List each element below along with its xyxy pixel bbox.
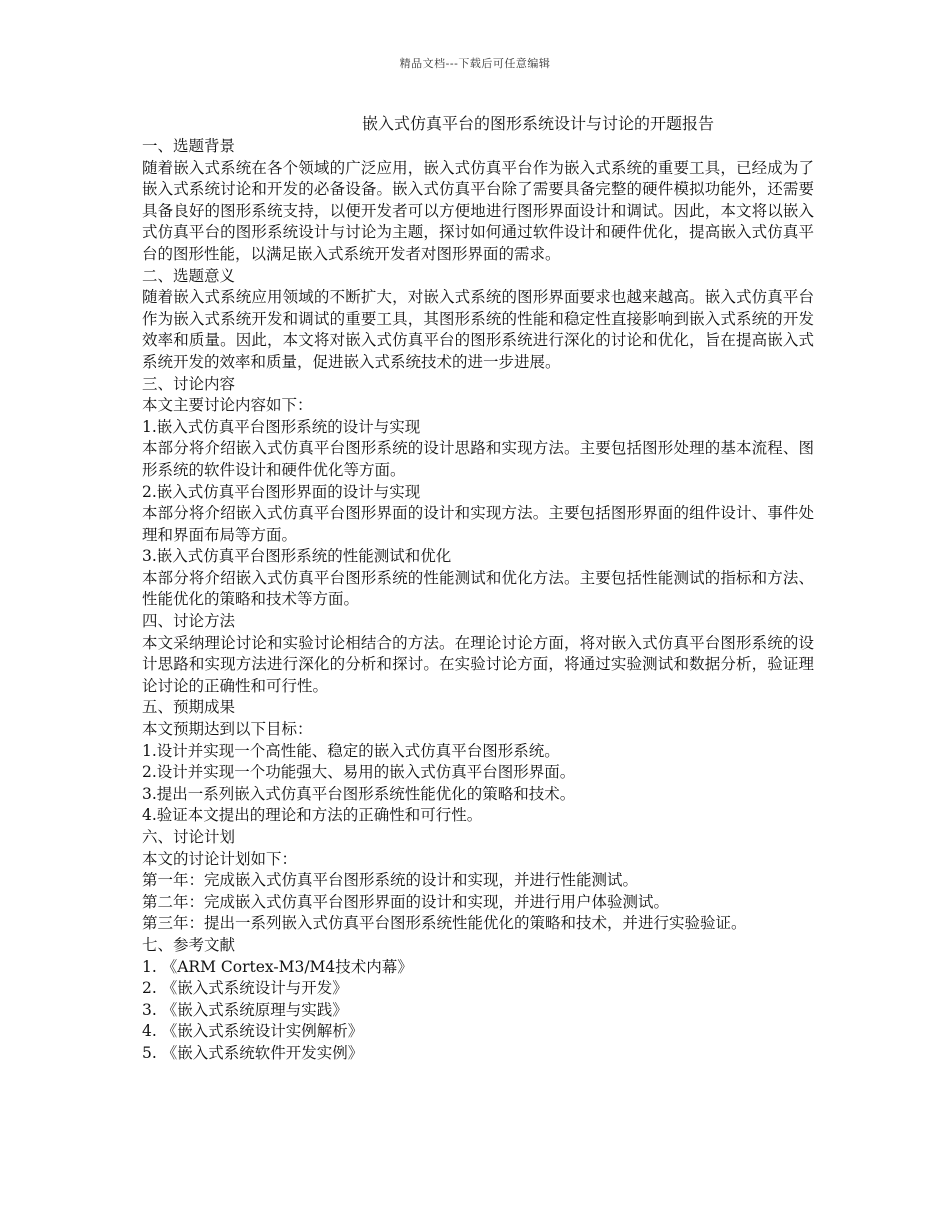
- section-heading-background: 一、选题背景: [142, 137, 236, 155]
- document-title: 嵌入式仿真平台的图形系统设计与讨论的开题报告: [362, 114, 715, 133]
- document-body: [142, 112, 814, 1065]
- reference-item: 2. 《嵌入式系统设计与开发》: [142, 979, 348, 998]
- section-heading-content: 三、讨论内容: [142, 374, 236, 393]
- paragraph-method: 本文采纳理论讨论和实验讨论相结合的方法。在理论讨论方面，将对嵌入式仿真平台图形系统的设计思路和实现方法进行深化的分析和探讨。在实验讨论方面，将通过实验测试和数据分析，验证理论讨论的正确性和可行性。: [142, 633, 814, 695]
- paragraph-significance: 随着嵌入式系统应用领域的不断扩大，对嵌入式系统的图形界面要求也越来越高。嵌入式仿真平台作为嵌入式系统开发和调试的重要工具，其图形系统的性能和稳定性直接影响到嵌入式系统的开发效率和质量。因此，本文将对嵌入式仿真平台的图形系统进行深化的讨论和优化，旨在提高嵌入式系统开发的效率和质量，促进嵌入式系统技术的进一步进展。: [142, 288, 814, 371]
- page-header: 精品文档---下载后可任意编辑: [399, 57, 551, 70]
- section-heading-outcomes: 五、预期成果: [142, 698, 236, 717]
- plan-item: 第一年：完成嵌入式仿真平台图形系统的设计和实现，并进行性能测试。: [142, 871, 639, 890]
- outcomes-intro: 本文预期达到以下目标：: [142, 720, 313, 739]
- reference-item: 3. 《嵌入式系统原理与实践》: [142, 1000, 348, 1019]
- document-content: [142, 136, 814, 1065]
- section-heading-references: 七、参考文献: [142, 935, 236, 954]
- section-heading-plan: 六、讨论计划: [142, 828, 236, 846]
- plan-item: 第三年：提出一系列嵌入式仿真平台图形系统性能优化的策略和技术，并进行实验验证。: [142, 914, 747, 933]
- content-item-title: 3.嵌入式仿真平台图形系统的性能测试和优化: [142, 547, 452, 566]
- content-item-title: 1.嵌入式仿真平台图形系统的设计与实现: [142, 417, 421, 436]
- outcome-item: 1.设计并实现一个高性能、稳定的嵌入式仿真平台图形系统。: [142, 741, 560, 760]
- reference-item: 1. 《ARM Cortex-M3/M4技术内幕》: [142, 957, 413, 976]
- reference-item: 4. 《嵌入式系统设计实例解析》: [142, 1022, 364, 1041]
- content-item-title: 2.嵌入式仿真平台图形界面的设计与实现: [142, 482, 421, 501]
- outcome-item: 4.验证本文提出的理论和方法的正确性和可行性。: [142, 806, 483, 825]
- content-item-body: 本部分将介绍嵌入式仿真平台图形系统的性能测试和优化方法。主要包括性能测试的指标和方法、性能优化的策略和技术等方面。: [142, 568, 814, 609]
- content-item-body: 本部分将介绍嵌入式仿真平台图形界面的设计和实现方法。主要包括图形界面的组件设计、事件处理和界面布局等方面。: [142, 504, 814, 544]
- paragraph-background: 随着嵌入式系统在各个领域的广泛应用，嵌入式仿真平台作为嵌入式系统的重要工具，已经成为了嵌入式系统讨论和开发的必备设备。嵌入式仿真平台除了需要具备完整的硬件模拟功能外，还需要具备良好的图形系统支持，以便开发者可以方便地进行图形界面设计和调试。因此，本文将以嵌入式仿真平台的图形系统设计与讨论为主题，探讨如何通过软件设计和硬件优化，提高嵌入式仿真平台的图形性能，以满足嵌入式系统开发者对图形界面的需求。: [142, 158, 814, 263]
- section-heading-method: 四、讨论方法: [142, 612, 236, 631]
- content-intro: 本文主要讨论内容如下：: [142, 396, 313, 415]
- outcome-item: 3.提出一系列嵌入式仿真平台图形系统性能优化的策略和技术。: [142, 784, 576, 803]
- reference-item: 5. 《嵌入式系统软件开发实例》: [142, 1043, 364, 1062]
- outcome-item: 2.设计并实现一个功能强大、易用的嵌入式仿真平台图形界面。: [142, 763, 576, 782]
- plan-item: 第二年：完成嵌入式仿真平台图形界面的设计和实现，并进行用户体验测试。: [142, 892, 670, 911]
- content-item-body: 本部分将介绍嵌入式仿真平台图形系统的设计思路和实现方法。主要包括图形处理的基本流程、图形系统的软件设计和硬件优化等方面。: [142, 439, 814, 479]
- plan-intro: 本文的讨论计划如下：: [142, 849, 298, 868]
- section-heading-significance: 二、选题意义: [142, 266, 236, 285]
